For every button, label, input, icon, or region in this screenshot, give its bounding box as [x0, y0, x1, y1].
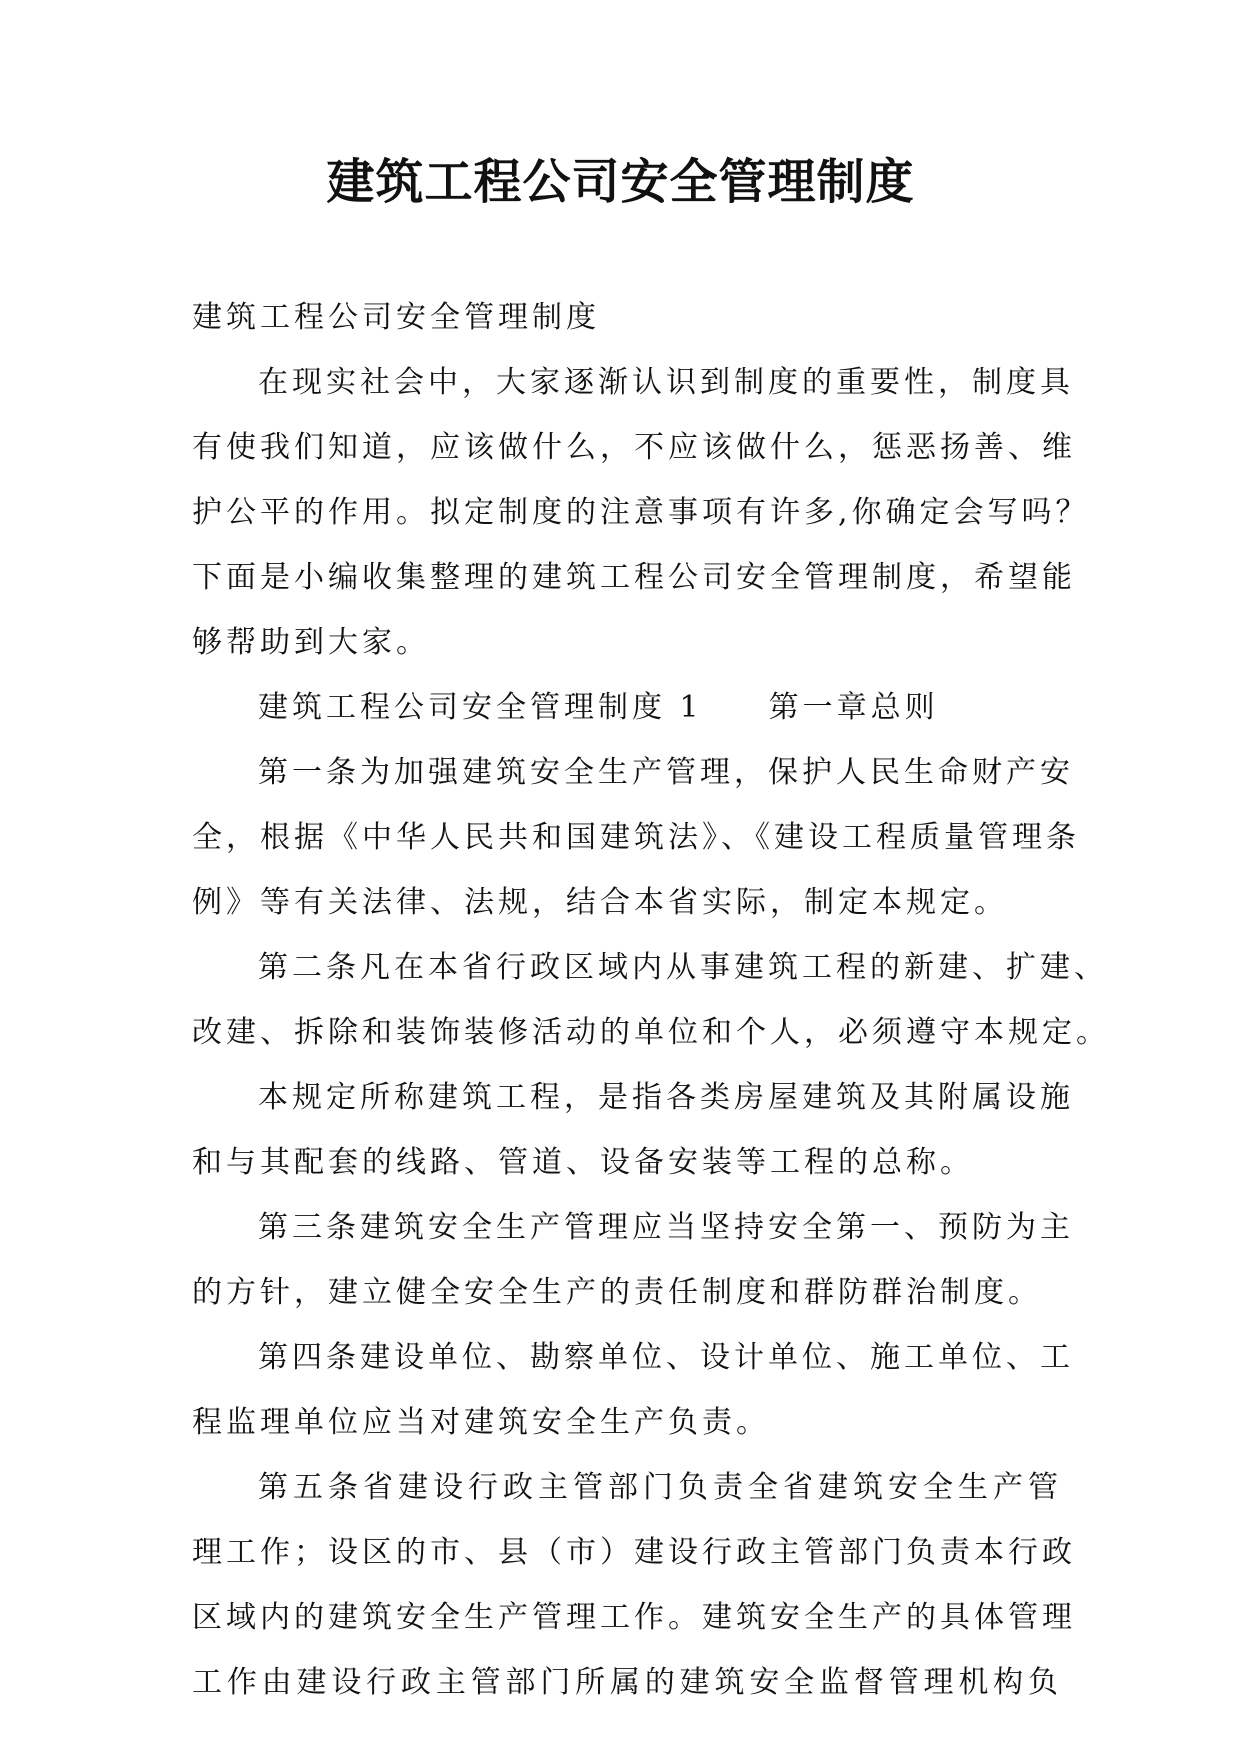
body-line: 区域内的建筑安全生产管理工作。建筑安全生产的具体管理	[192, 1600, 1076, 1635]
body-line: 第一条为加强建筑安全生产管理，保护人民生命财产安	[258, 755, 1074, 790]
body-line: 改建、拆除和装饰装修活动的单位和个人，必须遵守本规定。	[192, 1015, 1110, 1050]
document-body	[192, 285, 1110, 1715]
body-line: 第二条凡在本省行政区域内从事建筑工程的新建、扩建、	[258, 950, 1108, 985]
body-line: 工作由建设行政主管部门所属的建筑安全监督管理机构负	[192, 1665, 1062, 1700]
body-line: 理工作；设区的市、县（市）建设行政主管部门负责本行政	[192, 1535, 1076, 1570]
body-line: 第三条建筑安全生产管理应当坚持安全第一、预防为主	[258, 1210, 1074, 1245]
body-line: 程监理单位应当对建筑安全生产负责。	[192, 1405, 770, 1440]
body-line: 本规定所称建筑工程，是指各类房屋建筑及其附属设施	[258, 1080, 1074, 1115]
body-line: 在现实社会中，大家逐渐认识到制度的重要性，制度具	[258, 365, 1074, 400]
body-line: 第四条建设单位、勘察单位、设计单位、施工单位、工	[258, 1340, 1074, 1375]
body-line: 全，根据《中华人民共和国建筑法》、《建设工程质量管理条	[192, 820, 1080, 855]
chapter-heading: 第一章总则	[768, 690, 939, 725]
body-line: 下面是小编收集整理的建筑工程公司安全管理制度，希望能	[192, 560, 1076, 595]
body-line: 例》等有关法律、法规，结合本省实际，制定本规定。	[192, 885, 1008, 920]
body-line: 的方针，建立健全安全生产的责任制度和群防群治制度。	[192, 1275, 1042, 1310]
body-line: 和与其配套的线路、管道、设备安装等工程的总称。	[192, 1145, 974, 1180]
body-line: 有使我们知道，应该做什么，不应该做什么，惩恶扬善、维	[192, 430, 1076, 465]
body-line: 第五条省建设行政主管部门负责全省建筑安全生产管	[258, 1470, 1062, 1505]
document-title: 建筑工程公司安全管理制度	[326, 154, 915, 210]
body-line: 建筑工程公司安全管理制度	[192, 300, 600, 335]
body-line: 护公平的作用。拟定制度的注意事项有许多,你确定会写吗？	[192, 495, 1090, 530]
section-heading-line	[192, 675, 1062, 740]
body-line: 够帮助到大家。	[192, 625, 430, 660]
section-heading: 建筑工程公司安全管理制度 1	[258, 690, 703, 725]
